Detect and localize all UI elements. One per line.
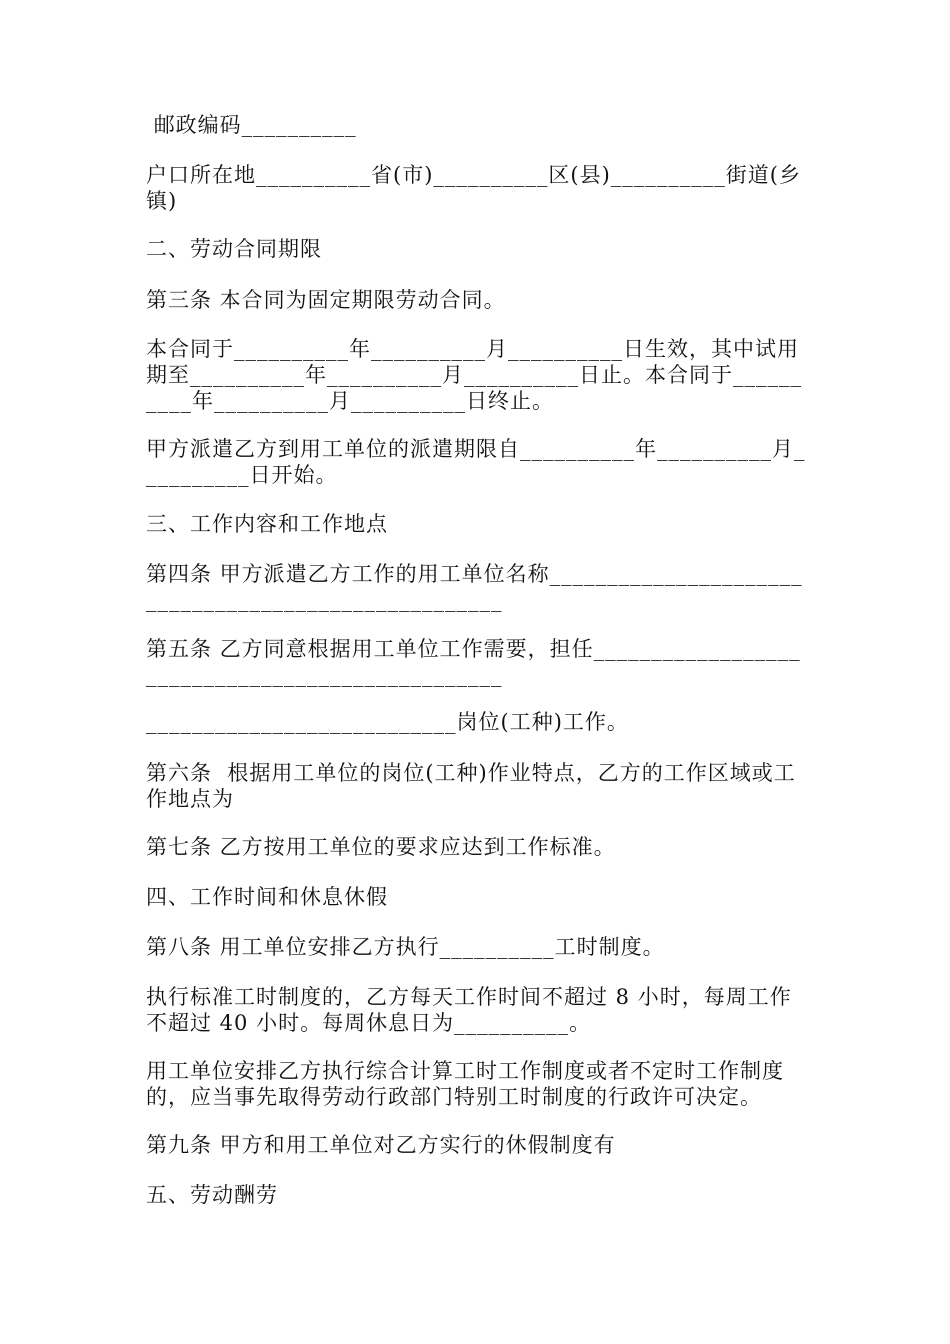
standard-hours-clause: 执行标准工时制度的，乙方每天工作时间不超过 8 小时，每周工作不超过 40 小时。每周休息日为__________。 <box>146 985 792 1035</box>
article-5: 第五条 乙方同意根据用工单位工作需要，担任_________________________________________________ <box>146 637 801 687</box>
article-7: 第七条 乙方按用工单位的要求应达到工作标准。 <box>146 835 616 859</box>
contract-effective-dates: 本合同于__________年__________月__________日生效，其中试用期至__________年__________月__________日止。本合同于__________年__________月__________日终止。 <box>146 337 802 413</box>
section-heading-work-hours: 四、工作时间和休息休假 <box>146 885 388 909</box>
article-4: 第四条 甲方派遣乙方工作的用工单位名称_____________________________________________________ <box>146 562 803 612</box>
section-heading-remuneration: 五、劳动酬劳 <box>146 1183 278 1207</box>
household-registration-line: 户口所在地__________省(市)__________区(县)__________街道(乡镇) <box>146 163 801 213</box>
section-heading-work-content: 三、工作内容和工作地点 <box>146 512 388 536</box>
article-9: 第九条 甲方和用工单位对乙方实行的休假制度有 <box>146 1133 616 1157</box>
section-heading-contract-term: 二、劳动合同期限 <box>146 237 322 261</box>
postal-code-line: 邮政编码__________ <box>146 113 357 137</box>
article-3: 第三条 本合同为固定期限劳动合同。 <box>146 288 506 312</box>
article-6: 第六条 根据用工单位的岗位(工种)作业特点，乙方的工作区域或工作地点为 <box>146 761 796 811</box>
article-8: 第八条 用工单位安排乙方执行__________工时制度。 <box>146 935 665 959</box>
article-5-position: ___________________________岗位(工种)工作。 <box>146 710 629 734</box>
special-hours-clause: 用工单位安排乙方执行综合计算工时工作制度或者不定时工作制度的，应当事先取得劳动行政部门特别工时制度的行政许可决定。 <box>146 1059 784 1109</box>
dispatch-period: 甲方派遣乙方到用工单位的派遣期限自__________年__________月__________日开始。 <box>146 437 806 487</box>
